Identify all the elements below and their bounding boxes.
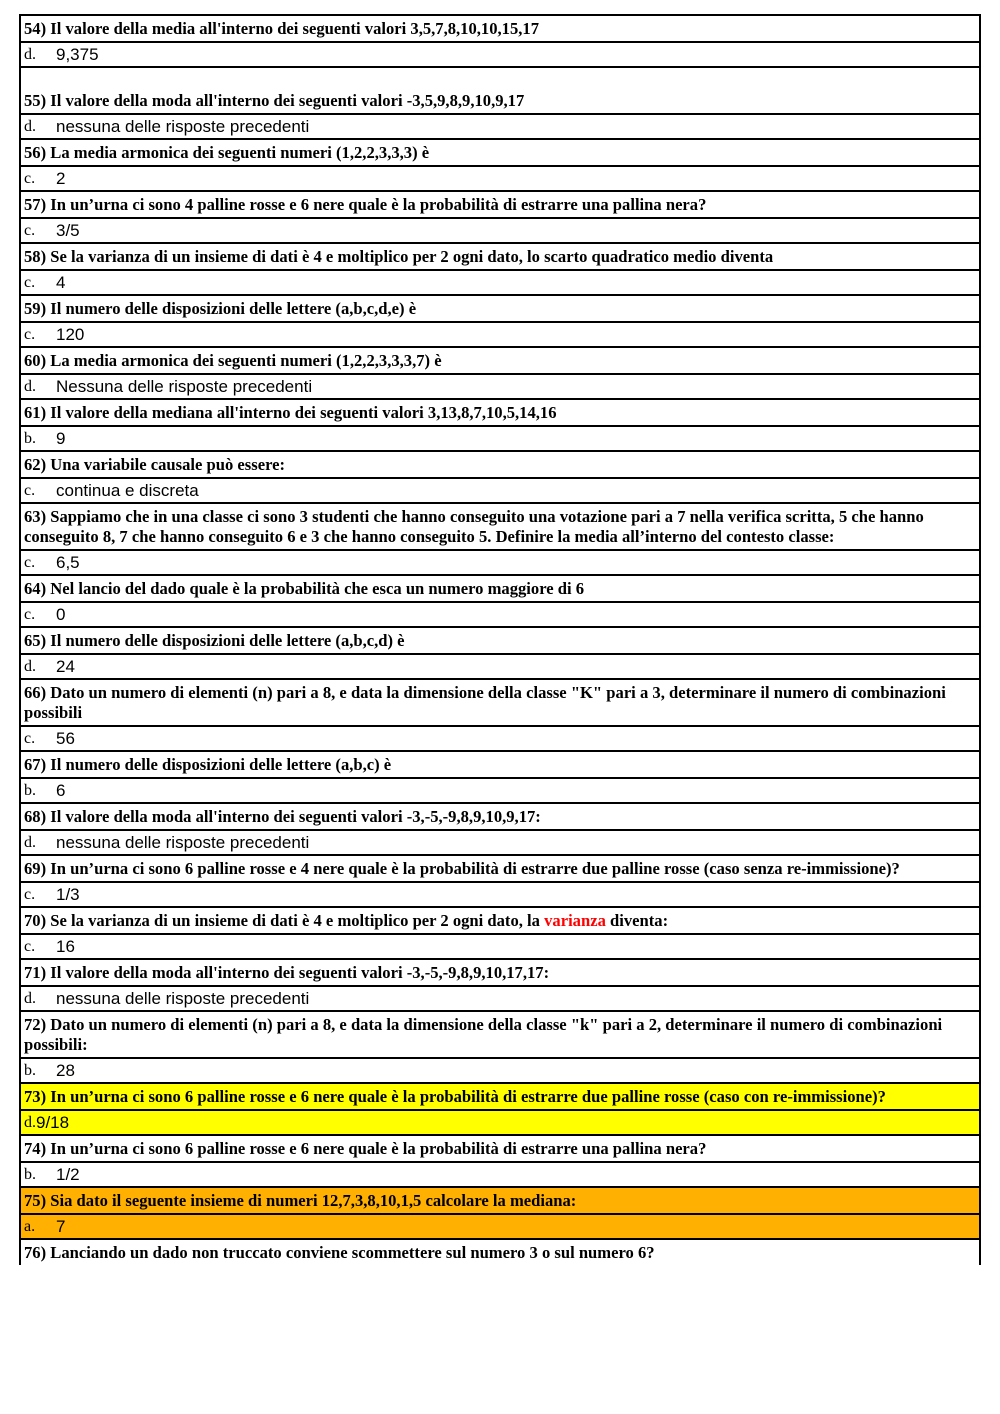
answer-text: 6,5	[56, 552, 80, 572]
question-59: 59) Il numero delle disposizioni delle lettere (a,b,c,d,e) è	[21, 294, 979, 321]
answer-letter: c.	[24, 729, 36, 747]
answer-text: 120	[56, 324, 85, 344]
answer-58	[21, 269, 979, 294]
question-55: 55) Il valore della moda all'interno dei seguenti valori -3,5,9,8,9,10,9,17	[21, 66, 979, 113]
answer-57	[21, 217, 979, 242]
answer-text: 16	[56, 936, 75, 956]
question-61: 61) Il valore della mediana all'interno dei seguenti valori 3,13,8,7,10,5,14,16	[21, 398, 979, 425]
answer-71	[21, 985, 979, 1010]
answer-59	[21, 321, 979, 346]
answer-64	[21, 601, 979, 626]
answer-text: 9,375	[56, 44, 99, 64]
question-54: 54) Il valore della media all'interno dei seguenti valori 3,5,7,8,10,10,15,17	[21, 14, 979, 41]
question-70	[21, 906, 979, 933]
answer-letter: c.	[24, 273, 36, 291]
question-63: 63) Sappiamo che in una classe ci sono 3 studenti che hanno conseguito una votazione pari a 7 nella verifica scritta, 5 che hanno conseguito 8, 7 che hanno conseguito 6 e 3 che hanno conseguito 5. Definire la media all’interno del contesto classe:	[21, 502, 979, 549]
answer-61	[21, 425, 979, 450]
answer-75	[21, 1213, 979, 1238]
answer-letter: c.	[24, 885, 36, 903]
answer-63	[21, 549, 979, 574]
answer-text: nessuna delle risposte precedenti	[56, 832, 310, 852]
answer-text: nessuna delle risposte precedenti	[56, 988, 310, 1008]
answer-55	[21, 113, 979, 138]
answer-text: 0	[56, 604, 66, 624]
answer-73	[21, 1109, 979, 1134]
answer-text: 7	[56, 1216, 66, 1236]
answer-letter: c.	[24, 553, 36, 571]
answer-60	[21, 373, 979, 398]
answer-66	[21, 725, 979, 750]
answer-text: 9	[56, 428, 66, 448]
answer-letter: c.	[24, 325, 36, 343]
answer-72	[21, 1057, 979, 1082]
answer-letter: c.	[24, 169, 36, 187]
answer-letter: c.	[24, 481, 36, 499]
answer-text: 1/2	[56, 1164, 80, 1184]
answer-letter: d.	[24, 45, 36, 63]
answer-letter: c.	[24, 605, 36, 623]
answer-69	[21, 881, 979, 906]
question-65: 65) Il numero delle disposizioni delle lettere (a,b,c,d) è	[21, 626, 979, 653]
answer-text: 24	[56, 656, 75, 676]
question-74: 74) In un’urna ci sono 6 palline rosse e 6 nere quale è la probabilità di estrarre una pallina nera?	[21, 1134, 979, 1161]
answer-text: 6	[56, 780, 66, 800]
answer-74	[21, 1161, 979, 1186]
answer-text: 2	[56, 168, 66, 188]
answer-letter: d.	[24, 377, 36, 395]
answer-70	[21, 933, 979, 958]
answer-text: Nessuna delle risposte precedenti	[56, 376, 313, 396]
question-58: 58) Se la varianza di un insieme di dati è 4 e moltiplico per 2 ogni dato, lo scarto quadratico medio diventa	[21, 242, 979, 269]
question-69: 69) In un’urna ci sono 6 palline rosse e 4 nere quale è la probabilità di estrarre due palline rosse (caso senza re-immissione)?	[21, 854, 979, 881]
answer-68	[21, 829, 979, 854]
question-answer-table	[19, 14, 981, 1265]
answer-letter: b.	[24, 1165, 36, 1183]
answer-text: 3/5	[56, 220, 80, 240]
answer-text: nessuna delle risposte precedenti	[56, 116, 310, 136]
question-70-text-end: diventa:	[605, 911, 669, 930]
answer-text: 9/18	[36, 1112, 70, 1132]
question-72: 72) Dato un numero di elementi (n) pari a 8, e data la dimensione della classe "k" pari a 2, determinare il numero di combinazioni possibili:	[21, 1010, 979, 1057]
answer-text: 28	[56, 1060, 75, 1080]
answer-65	[21, 653, 979, 678]
question-60: 60) La media armonica dei seguenti numeri (1,2,2,3,3,3,7) è	[21, 346, 979, 373]
question-70-text-start: 70) Se la varianza di un insieme di dati è 4 e moltiplico per 2 ogni dato, la	[24, 911, 545, 930]
answer-67	[21, 777, 979, 802]
answer-text: 56	[56, 728, 75, 748]
answer-54	[21, 41, 979, 66]
answer-text: 4	[56, 272, 66, 292]
question-62: 62) Una variabile causale può essere:	[21, 450, 979, 477]
question-76: 76) Lanciando un dado non truccato conviene scommettere sul numero 3 o sul numero 6?	[21, 1238, 979, 1265]
question-75: 75) Sia dato il seguente insieme di numeri 12,7,3,8,10,1,5 calcolare la mediana:	[21, 1186, 979, 1213]
question-67: 67) Il numero delle disposizioni delle lettere (a,b,c) è	[21, 750, 979, 777]
answer-letter: d.	[24, 833, 36, 851]
answer-letter: d.	[24, 117, 36, 135]
answer-text: 1/3	[56, 884, 80, 904]
question-73: 73) In un’urna ci sono 6 palline rosse e 6 nere quale è la probabilità di estrarre due palline rosse (caso con re-immissione)?	[21, 1082, 979, 1109]
question-57: 57) In un’urna ci sono 4 palline rosse e 6 nere quale è la probabilità di estrarre una pallina nera?	[21, 190, 979, 217]
question-64: 64) Nel lancio del dado quale è la probabilità che esca un numero maggiore di 6	[21, 574, 979, 601]
question-66: 66) Dato un numero di elementi (n) pari a 8, e data la dimensione della classe "K" pari a 3, determinare il numero di combinazioni possibili	[21, 678, 979, 725]
answer-letter: c.	[24, 221, 36, 239]
question-56: 56) La media armonica dei seguenti numeri (1,2,2,3,3,3) è	[21, 138, 979, 165]
answer-letter: d.	[24, 989, 36, 1007]
answer-letter: b.	[24, 781, 36, 799]
answer-letter: b.	[24, 1061, 36, 1079]
answer-letter: d.	[24, 657, 36, 675]
question-71: 71) Il valore della moda all'interno dei seguenti valori -3,-5,-9,8,9,10,17,17:	[21, 958, 979, 985]
answer-letter: b.	[24, 429, 36, 447]
question-70-red-word: varianza	[544, 911, 606, 930]
question-68: 68) Il valore della moda all'interno dei seguenti valori -3,-5,-9,8,9,10,9,17:	[21, 802, 979, 829]
answer-56	[21, 165, 979, 190]
answer-text: continua e discreta	[56, 480, 199, 500]
answer-62	[21, 477, 979, 502]
answer-letter: d.	[24, 1113, 36, 1131]
answer-letter: a.	[24, 1217, 36, 1235]
answer-letter: c.	[24, 937, 36, 955]
